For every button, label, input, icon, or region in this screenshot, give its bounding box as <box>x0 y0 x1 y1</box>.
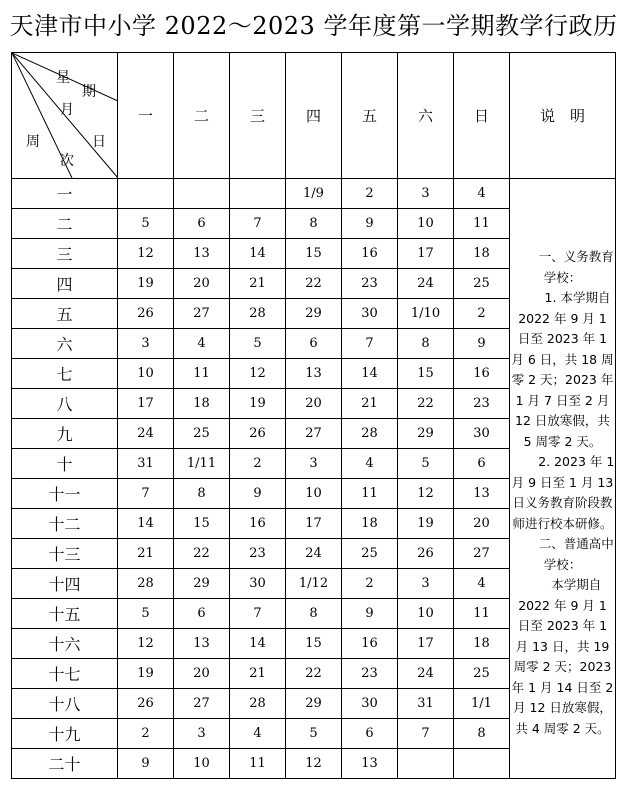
day-cell: 3 <box>286 449 342 479</box>
corner-label-xing: 星 <box>56 70 70 86</box>
day-cell: 24 <box>118 419 174 449</box>
day-cell: 3 <box>398 179 454 209</box>
week-number: 十五 <box>12 599 118 629</box>
day-cell: 13 <box>174 629 230 659</box>
week-number: 十六 <box>12 629 118 659</box>
day-cell: 30 <box>342 689 398 719</box>
day-cell: 12 <box>398 479 454 509</box>
day-cell: 11 <box>454 209 510 239</box>
week-number: 十二 <box>12 509 118 539</box>
corner-label-ci: 次 <box>60 153 74 169</box>
week-number: 六 <box>12 329 118 359</box>
week-number: 十四 <box>12 569 118 599</box>
day-cell: 30 <box>230 569 286 599</box>
page-title: 天津市中小学 2022～2023 学年度第一学期教学行政历 <box>9 12 618 40</box>
day-cell: 1/10 <box>398 299 454 329</box>
day-cell: 25 <box>454 659 510 689</box>
day-cell: 28 <box>230 299 286 329</box>
day-cell: 21 <box>118 539 174 569</box>
day-cell: 29 <box>286 689 342 719</box>
notes-cell <box>510 209 616 779</box>
day-cell: 19 <box>230 389 286 419</box>
day-cell: 25 <box>174 419 230 449</box>
day-cell: 23 <box>230 539 286 569</box>
day-cell: 19 <box>398 509 454 539</box>
day-cell: 9 <box>454 329 510 359</box>
day-cell: 11 <box>454 599 510 629</box>
weekday-header: 一 <box>118 53 174 179</box>
note-paragraph: 一、义务教育学校： <box>538 249 614 285</box>
day-cell: 7 <box>230 209 286 239</box>
day-cell: 10 <box>118 359 174 389</box>
notes-blank-cell <box>510 179 616 209</box>
day-cell: 31 <box>398 689 454 719</box>
day-cell: 15 <box>174 509 230 539</box>
day-cell: 2 <box>230 449 286 479</box>
day-cell: 20 <box>454 509 510 539</box>
day-cell: 5 <box>230 329 286 359</box>
week-number: 二十 <box>12 749 118 779</box>
day-cell: 14 <box>118 509 174 539</box>
day-cell: 18 <box>174 389 230 419</box>
day-cell: 10 <box>398 599 454 629</box>
day-cell: 26 <box>230 419 286 449</box>
day-cell: 16 <box>454 359 510 389</box>
day-cell: 8 <box>286 209 342 239</box>
corner-label-ri: 日 <box>92 134 106 150</box>
day-cell: 18 <box>342 509 398 539</box>
day-cell: 29 <box>286 299 342 329</box>
day-cell: 27 <box>286 419 342 449</box>
day-cell: 1/11 <box>174 449 230 479</box>
day-cell: 4 <box>454 569 510 599</box>
day-cell: 5 <box>118 599 174 629</box>
day-cell: 28 <box>230 689 286 719</box>
day-cell: 7 <box>342 329 398 359</box>
weekday-header: 三 <box>230 53 286 179</box>
day-cell: 3 <box>174 719 230 749</box>
day-cell: 30 <box>342 299 398 329</box>
week-number: 五 <box>12 299 118 329</box>
day-cell: 22 <box>174 539 230 569</box>
day-cell: 21 <box>230 269 286 299</box>
day-cell: 22 <box>398 389 454 419</box>
note-paragraph: 2. 2023 年 1 月 9 日至 1 月 13 日义务教育阶段教师进行校本研修。 <box>511 454 615 531</box>
day-cell: 24 <box>398 659 454 689</box>
week-number: 二 <box>12 209 118 239</box>
day-cell: 4 <box>174 329 230 359</box>
day-cell: 19 <box>118 269 174 299</box>
week-number: 十三 <box>12 539 118 569</box>
day-cell: 22 <box>286 269 342 299</box>
weekday-header: 五 <box>342 53 398 179</box>
day-cell: 13 <box>174 239 230 269</box>
day-cell: 23 <box>342 659 398 689</box>
week-number: 十八 <box>12 689 118 719</box>
day-cell: 28 <box>118 569 174 599</box>
day-cell: 17 <box>398 239 454 269</box>
week-number: 一 <box>12 179 118 209</box>
day-cell: 23 <box>342 269 398 299</box>
day-cell: 29 <box>398 419 454 449</box>
day-cell: 10 <box>174 749 230 779</box>
day-cell: 11 <box>174 359 230 389</box>
day-cell: 27 <box>454 539 510 569</box>
day-cell: 8 <box>174 479 230 509</box>
day-cell: 24 <box>398 269 454 299</box>
day-cell: 13 <box>454 479 510 509</box>
week-row <box>12 209 616 239</box>
day-cell: 26 <box>398 539 454 569</box>
week-number: 十七 <box>12 659 118 689</box>
day-cell: 15 <box>286 629 342 659</box>
day-cell: 6 <box>174 209 230 239</box>
day-cell: 16 <box>230 509 286 539</box>
day-cell: 12 <box>118 629 174 659</box>
week-number: 九 <box>12 419 118 449</box>
day-cell: 25 <box>342 539 398 569</box>
calendar-table <box>11 52 616 779</box>
day-cell: 25 <box>454 269 510 299</box>
day-cell: 14 <box>230 629 286 659</box>
weekday-header: 日 <box>454 53 510 179</box>
day-cell: 10 <box>398 209 454 239</box>
day-cell: 6 <box>174 599 230 629</box>
day-cell: 4 <box>230 719 286 749</box>
week-number: 八 <box>12 389 118 419</box>
day-cell: 9 <box>230 479 286 509</box>
day-cell: 27 <box>174 689 230 719</box>
day-cell: 12 <box>286 749 342 779</box>
day-cell: 8 <box>398 329 454 359</box>
day-cell: 20 <box>286 389 342 419</box>
day-cell: 3 <box>398 569 454 599</box>
day-cell: 7 <box>118 479 174 509</box>
day-cell: 8 <box>454 719 510 749</box>
day-cell: 14 <box>342 359 398 389</box>
calendar-body <box>12 179 616 779</box>
day-cell: 17 <box>398 629 454 659</box>
day-cell: 14 <box>230 239 286 269</box>
day-cell: 11 <box>230 749 286 779</box>
day-cell: 17 <box>286 509 342 539</box>
day-cell: 6 <box>342 719 398 749</box>
day-cell <box>398 749 454 779</box>
day-cell: 6 <box>454 449 510 479</box>
day-cell: 11 <box>342 479 398 509</box>
day-cell: 15 <box>286 239 342 269</box>
corner-header <box>12 53 118 179</box>
week-number: 三 <box>12 239 118 269</box>
day-cell: 16 <box>342 239 398 269</box>
day-cell <box>230 179 286 209</box>
corner-label-yue: 月 <box>60 102 74 118</box>
day-cell: 29 <box>174 569 230 599</box>
note-paragraph: 本学期自 2022 年 9 月 1 日至 2023 年 1 月 13 日，共 19 周零 2 天；2023 年 1 月 14 日至 2 月 12 日放寒假，共 4 周零 2 天。 <box>511 577 614 736</box>
day-cell: 9 <box>342 599 398 629</box>
week-row <box>12 179 616 209</box>
day-cell: 28 <box>342 419 398 449</box>
day-cell: 18 <box>454 629 510 659</box>
weekday-header: 二 <box>174 53 230 179</box>
day-cell: 2 <box>454 299 510 329</box>
day-cell: 18 <box>454 239 510 269</box>
day-cell: 4 <box>454 179 510 209</box>
day-cell <box>118 179 174 209</box>
day-cell: 1/12 <box>286 569 342 599</box>
day-cell: 2 <box>342 569 398 599</box>
day-cell <box>454 749 510 779</box>
day-cell: 8 <box>286 599 342 629</box>
day-cell: 27 <box>174 299 230 329</box>
day-cell: 5 <box>118 209 174 239</box>
day-cell: 21 <box>342 389 398 419</box>
day-cell: 7 <box>230 599 286 629</box>
day-cell: 9 <box>342 209 398 239</box>
day-cell: 26 <box>118 299 174 329</box>
day-cell: 7 <box>398 719 454 749</box>
day-cell: 5 <box>398 449 454 479</box>
day-cell: 1/9 <box>286 179 342 209</box>
week-number: 七 <box>12 359 118 389</box>
day-cell: 21 <box>230 659 286 689</box>
weekday-header: 四 <box>286 53 342 179</box>
corner-label-qi: 期 <box>82 84 96 100</box>
day-cell: 31 <box>118 449 174 479</box>
header-row <box>12 53 616 179</box>
week-number: 四 <box>12 269 118 299</box>
day-cell: 6 <box>286 329 342 359</box>
week-number: 十 <box>12 449 118 479</box>
week-number: 十一 <box>12 479 118 509</box>
note-paragraph: 1. 本学期自 2022 年 9 月 1 日至 2023 年 1 月 6 日，共 18 周零 2 天；2023 年 1 月 7 日至 2 月 12 日放寒假，共 5 周零 2 天。 <box>511 290 614 449</box>
day-cell: 23 <box>454 389 510 419</box>
day-cell: 17 <box>118 389 174 419</box>
day-cell: 10 <box>286 479 342 509</box>
day-cell: 16 <box>342 629 398 659</box>
day-cell: 9 <box>118 749 174 779</box>
day-cell: 1/1 <box>454 689 510 719</box>
weekday-header: 六 <box>398 53 454 179</box>
day-cell <box>174 179 230 209</box>
day-cell: 30 <box>454 419 510 449</box>
day-cell: 13 <box>286 359 342 389</box>
day-cell: 4 <box>342 449 398 479</box>
corner-label-zhou: 周 <box>26 134 40 150</box>
day-cell: 5 <box>286 719 342 749</box>
day-cell: 24 <box>286 539 342 569</box>
day-cell: 2 <box>342 179 398 209</box>
day-cell: 12 <box>118 239 174 269</box>
notes-header: 说 明 <box>510 53 616 179</box>
note-paragraph: 二、普通高中学校： <box>538 536 614 572</box>
day-cell: 20 <box>174 269 230 299</box>
day-cell: 19 <box>118 659 174 689</box>
day-cell: 13 <box>342 749 398 779</box>
day-cell: 20 <box>174 659 230 689</box>
day-cell: 22 <box>286 659 342 689</box>
week-number: 十九 <box>12 719 118 749</box>
day-cell: 12 <box>230 359 286 389</box>
day-cell: 15 <box>398 359 454 389</box>
day-cell: 2 <box>118 719 174 749</box>
day-cell: 3 <box>118 329 174 359</box>
day-cell: 26 <box>118 689 174 719</box>
